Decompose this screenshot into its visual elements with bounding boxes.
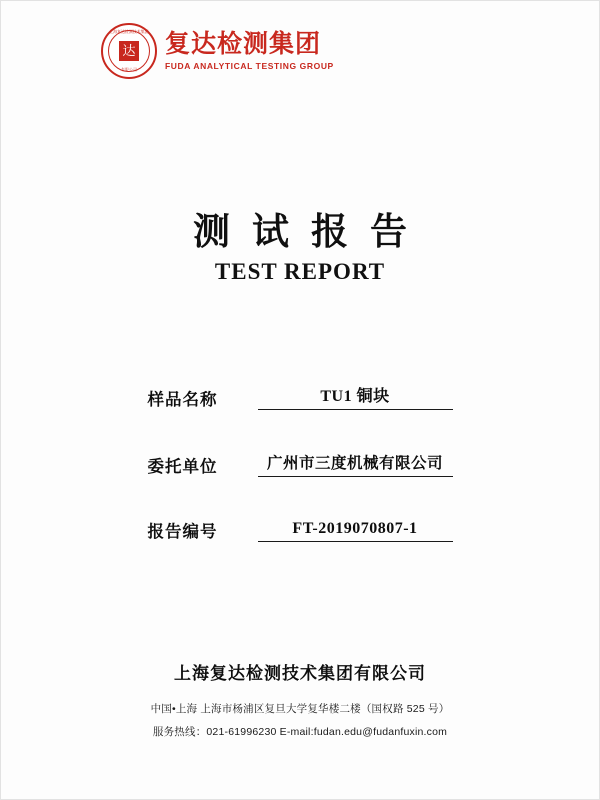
page-title-en: TEST REPORT bbox=[214, 259, 386, 284]
logo-wordmark bbox=[165, 29, 334, 71]
seal-ring-bottom-text: 有限公司 bbox=[121, 67, 137, 72]
field-value-sample-name: TU1 铜块 bbox=[258, 383, 453, 410]
company-logo bbox=[101, 23, 334, 79]
page-title-cn: 测试报告 bbox=[193, 212, 429, 253]
seal-icon bbox=[101, 23, 157, 79]
footer-address: 中国•上海 上海市杨浦区复旦大学复华楼二楼（国权路 525 号） bbox=[150, 703, 450, 715]
seal-ring-top-text: 上海复达检测技术集团 bbox=[109, 29, 149, 34]
field-row-report-number bbox=[1, 518, 599, 542]
field-value-client: 广州市三度机械有限公司 bbox=[258, 451, 453, 477]
page-footer bbox=[1, 659, 599, 747]
field-row-client bbox=[1, 451, 599, 477]
footer-contact: 服务热线：021-61996230 E-mail:fudan.edu@fudanfuxin.com bbox=[152, 726, 448, 738]
logo-company-en: FUDA ANALYTICAL TESTING GROUP bbox=[165, 60, 334, 71]
logo-company-cn: 复达检测集团 bbox=[165, 29, 322, 58]
field-row-sample-name bbox=[1, 383, 599, 410]
field-label-sample-name: 样品名称 bbox=[147, 390, 218, 409]
seal-center-char: 达 bbox=[119, 41, 139, 61]
field-value-report-number: FT-2019070807-1 bbox=[258, 520, 453, 542]
footer-company-name: 上海复达检测技术集团有限公司 bbox=[174, 664, 426, 683]
field-label-report-number: 报告编号 bbox=[147, 522, 218, 541]
report-fields bbox=[1, 383, 599, 583]
field-label-client: 委托单位 bbox=[147, 457, 218, 476]
